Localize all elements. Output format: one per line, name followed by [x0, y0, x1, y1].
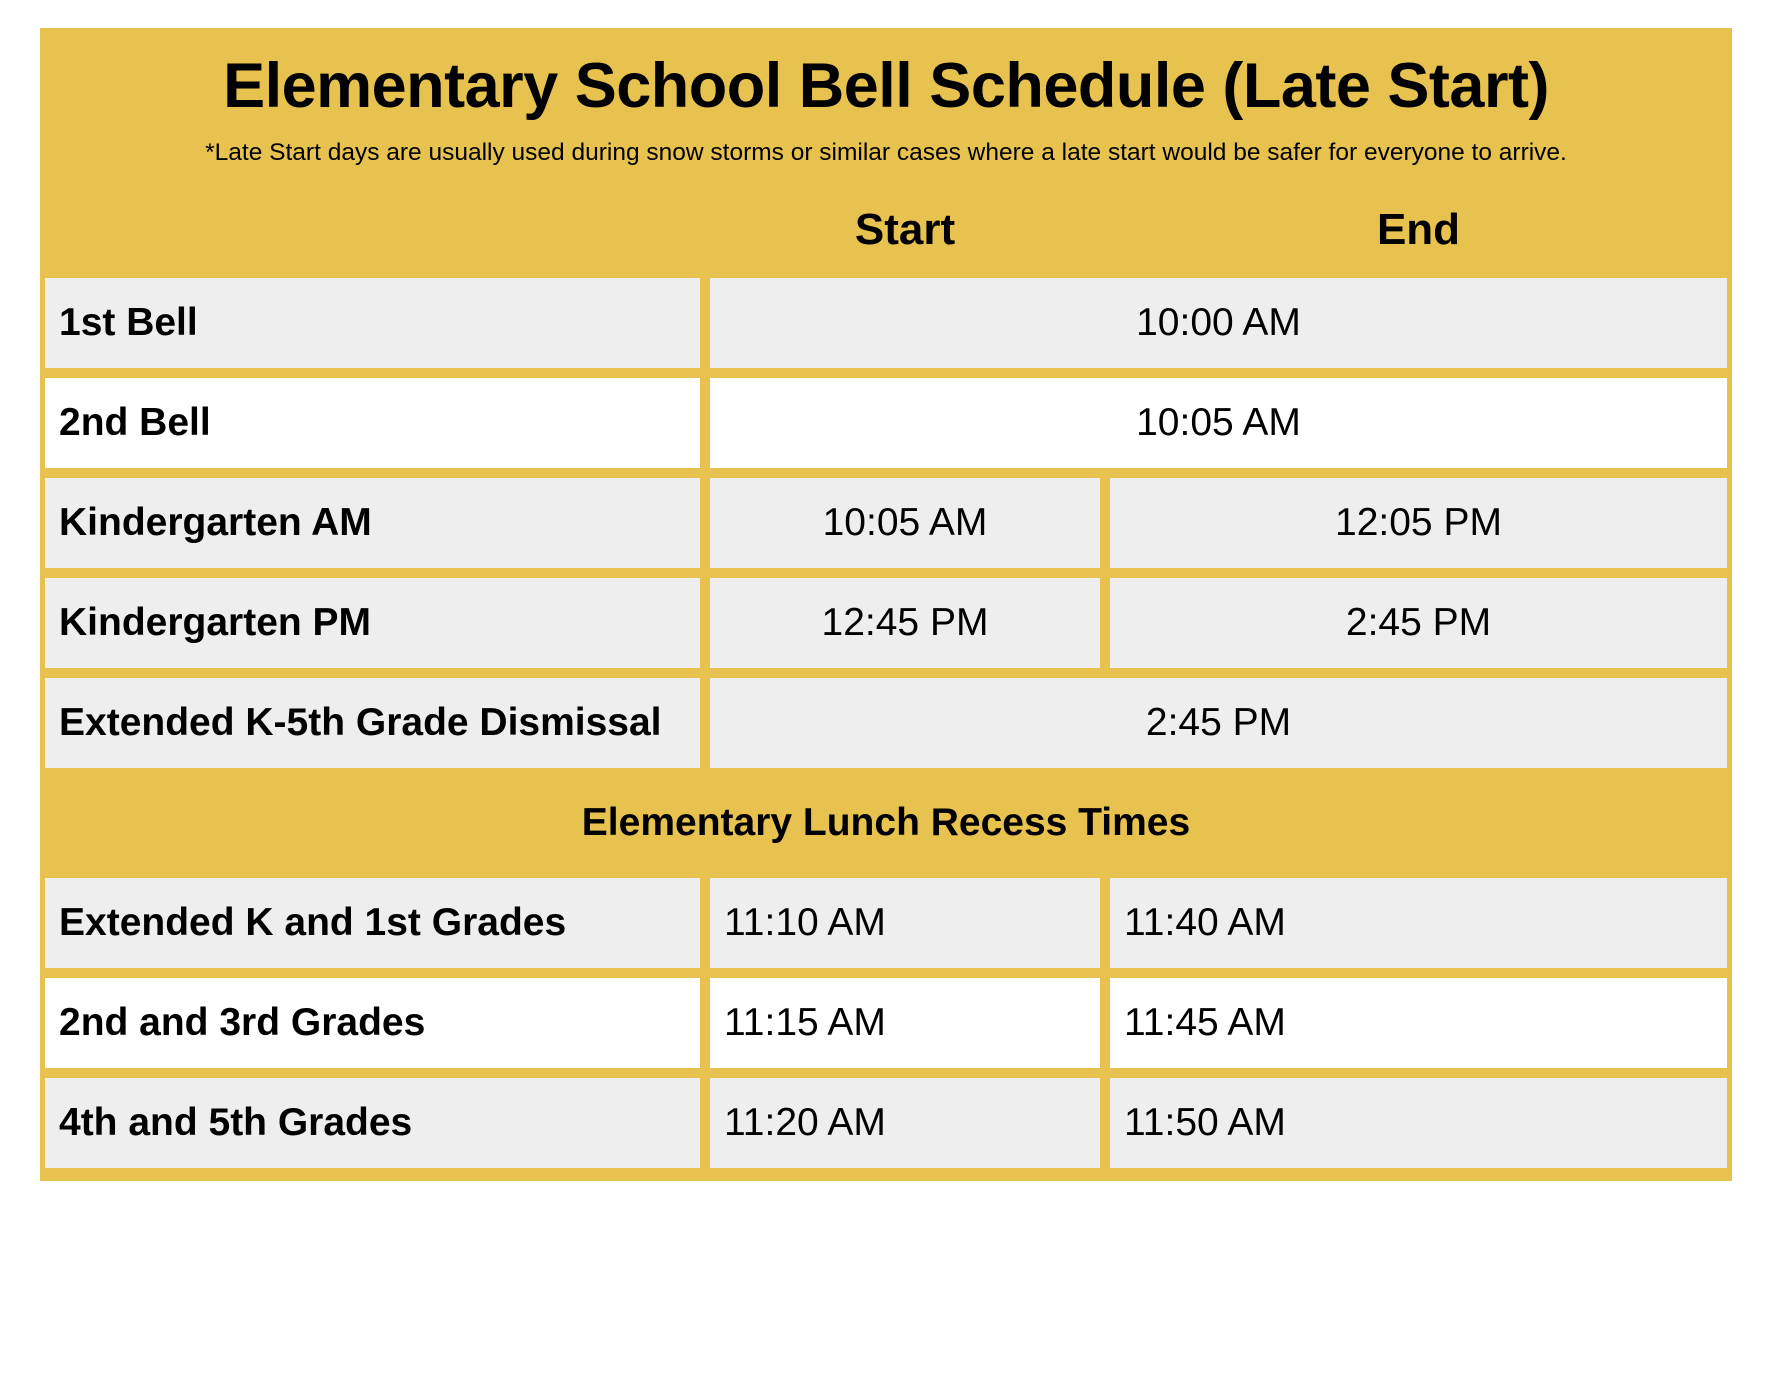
row-start-kindergarten-pm: 12:45 PM	[705, 573, 1105, 673]
bell-schedule-poster	[40, 28, 1732, 1181]
row-label-1st-bell: 1st Bell	[40, 273, 705, 373]
row-start-4th-5th: 11:20 AM	[705, 1073, 1105, 1173]
table-row	[40, 1073, 1732, 1173]
row-end-kindergarten-pm: 2:45 PM	[1105, 573, 1732, 673]
row-label-4th-5th: 4th and 5th Grades	[40, 1073, 705, 1173]
row-label-extended-k-1st: Extended K and 1st Grades	[40, 873, 705, 973]
row-time-1st-bell: 10:00 AM	[705, 273, 1732, 373]
bell-schedule-table	[40, 273, 1732, 1173]
page-title: Elementary School Bell Schedule (Late Start)	[223, 51, 1549, 121]
row-start-extended-k-1st: 11:10 AM	[705, 873, 1105, 973]
row-end-kindergarten-am: 12:05 PM	[1105, 473, 1732, 573]
table-row	[40, 273, 1732, 373]
row-time-extended-dismissal: 2:45 PM	[705, 673, 1732, 773]
row-time-2nd-bell: 10:05 AM	[705, 373, 1732, 473]
bell-schedule-body	[40, 273, 1732, 1173]
row-end-extended-k-1st: 11:40 AM	[1105, 873, 1732, 973]
row-end-4th-5th: 11:50 AM	[1105, 1073, 1732, 1173]
table-row	[40, 873, 1732, 973]
row-label-2nd-3rd: 2nd and 3rd Grades	[40, 973, 705, 1073]
row-start-kindergarten-am: 10:05 AM	[705, 473, 1105, 573]
poster-bottom-band	[40, 1173, 1732, 1181]
table-row	[40, 673, 1732, 773]
poster-header	[40, 28, 1732, 171]
row-label-2nd-bell: 2nd Bell	[40, 373, 705, 473]
lunch-recess-section-heading: Elementary Lunch Recess Times	[40, 773, 1732, 873]
late-start-note: *Late Start days are usually used during snow storms or similar cases where a late start would be safer for everyone to arrive.	[205, 139, 1567, 167]
row-label-extended-dismissal: Extended K-5th Grade Dismissal	[40, 673, 705, 773]
table-row	[40, 473, 1732, 573]
table-section-header-row	[40, 773, 1732, 873]
column-header-end: End	[1376, 205, 1461, 255]
row-label-kindergarten-pm: Kindergarten PM	[40, 573, 705, 673]
row-end-2nd-3rd: 11:45 AM	[1105, 973, 1732, 1073]
table-row	[40, 973, 1732, 1073]
table-row	[40, 573, 1732, 673]
column-headers	[40, 187, 1732, 273]
row-start-2nd-3rd: 11:15 AM	[705, 973, 1105, 1073]
column-header-start: Start	[854, 205, 956, 255]
table-row	[40, 373, 1732, 473]
row-label-kindergarten-am: Kindergarten AM	[40, 473, 705, 573]
